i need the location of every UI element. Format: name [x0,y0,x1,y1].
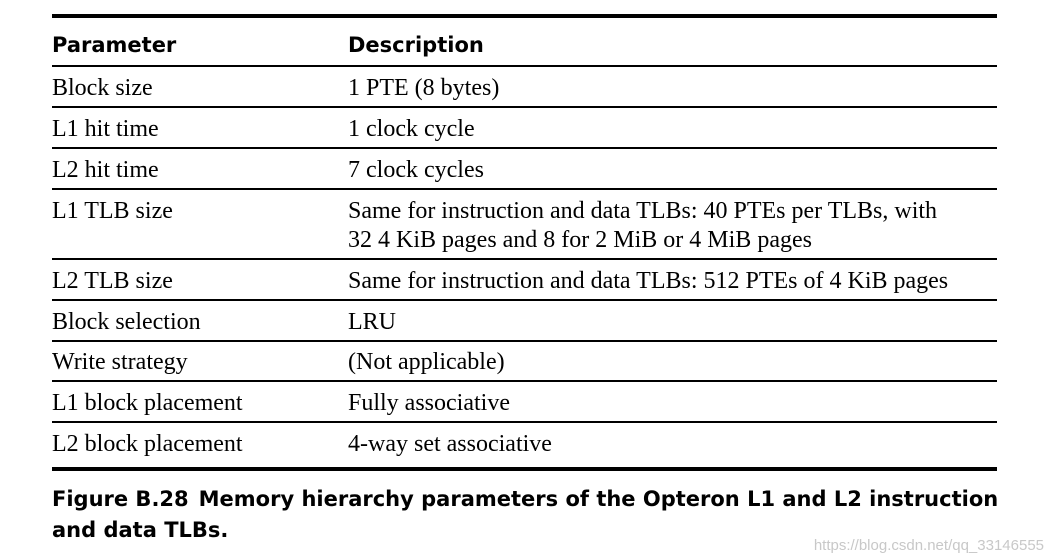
header-rule [52,65,997,67]
table-row-parameter: L2 hit time [52,157,159,183]
table-row-description: 1 clock cycle [348,116,475,142]
table-row-parameter: L1 hit time [52,116,159,142]
watermark: https://blog.csdn.net/qq_33146555 [813,537,1044,554]
table-row-description: 7 clock cycles [348,157,484,183]
row-divider [52,299,997,301]
table-row-description: 4-way set associative [348,431,552,457]
table-row-description: Fully associative [348,390,510,416]
table-row-description: Same for instruction and data TLBs: 512 PTEs of 4 KiB pages [348,268,949,294]
row-divider [52,147,997,149]
table-row-parameter: L2 block placement [52,431,243,457]
figure-label: Figure B.28 [52,487,189,511]
row-divider [52,258,997,260]
column-header-description: Description [348,33,484,57]
table-row-description-continuation: 32 4 KiB pages and 8 for 2 MiB or 4 MiB pages [348,227,812,253]
row-divider [52,340,997,342]
table-bottom-rule [52,467,997,471]
table-row-description: Same for instruction and data TLBs: 40 PTEs per TLBs, with [348,198,938,224]
table-row-parameter: Write strategy [52,349,188,375]
table-top-rule [52,14,997,18]
caption-text: Memory hierarchy parameters of the Opteron L1 and L2 instruction and data TLBs. [52,487,999,542]
table-row-description: (Not applicable) [348,349,505,375]
table-row-parameter: L2 TLB size [52,268,173,294]
row-divider [52,380,997,382]
table-row-parameter: L1 block placement [52,390,243,416]
row-divider [52,188,997,190]
table-row-parameter: L1 TLB size [52,198,173,224]
column-header-parameter: Parameter [52,33,177,57]
row-divider [52,421,997,423]
table-row-description: 1 PTE (8 bytes) [348,75,500,101]
table-row-parameter: Block size [52,75,153,101]
table-row-description: LRU [348,309,396,335]
row-divider [52,106,997,108]
table-row-parameter: Block selection [52,309,201,335]
